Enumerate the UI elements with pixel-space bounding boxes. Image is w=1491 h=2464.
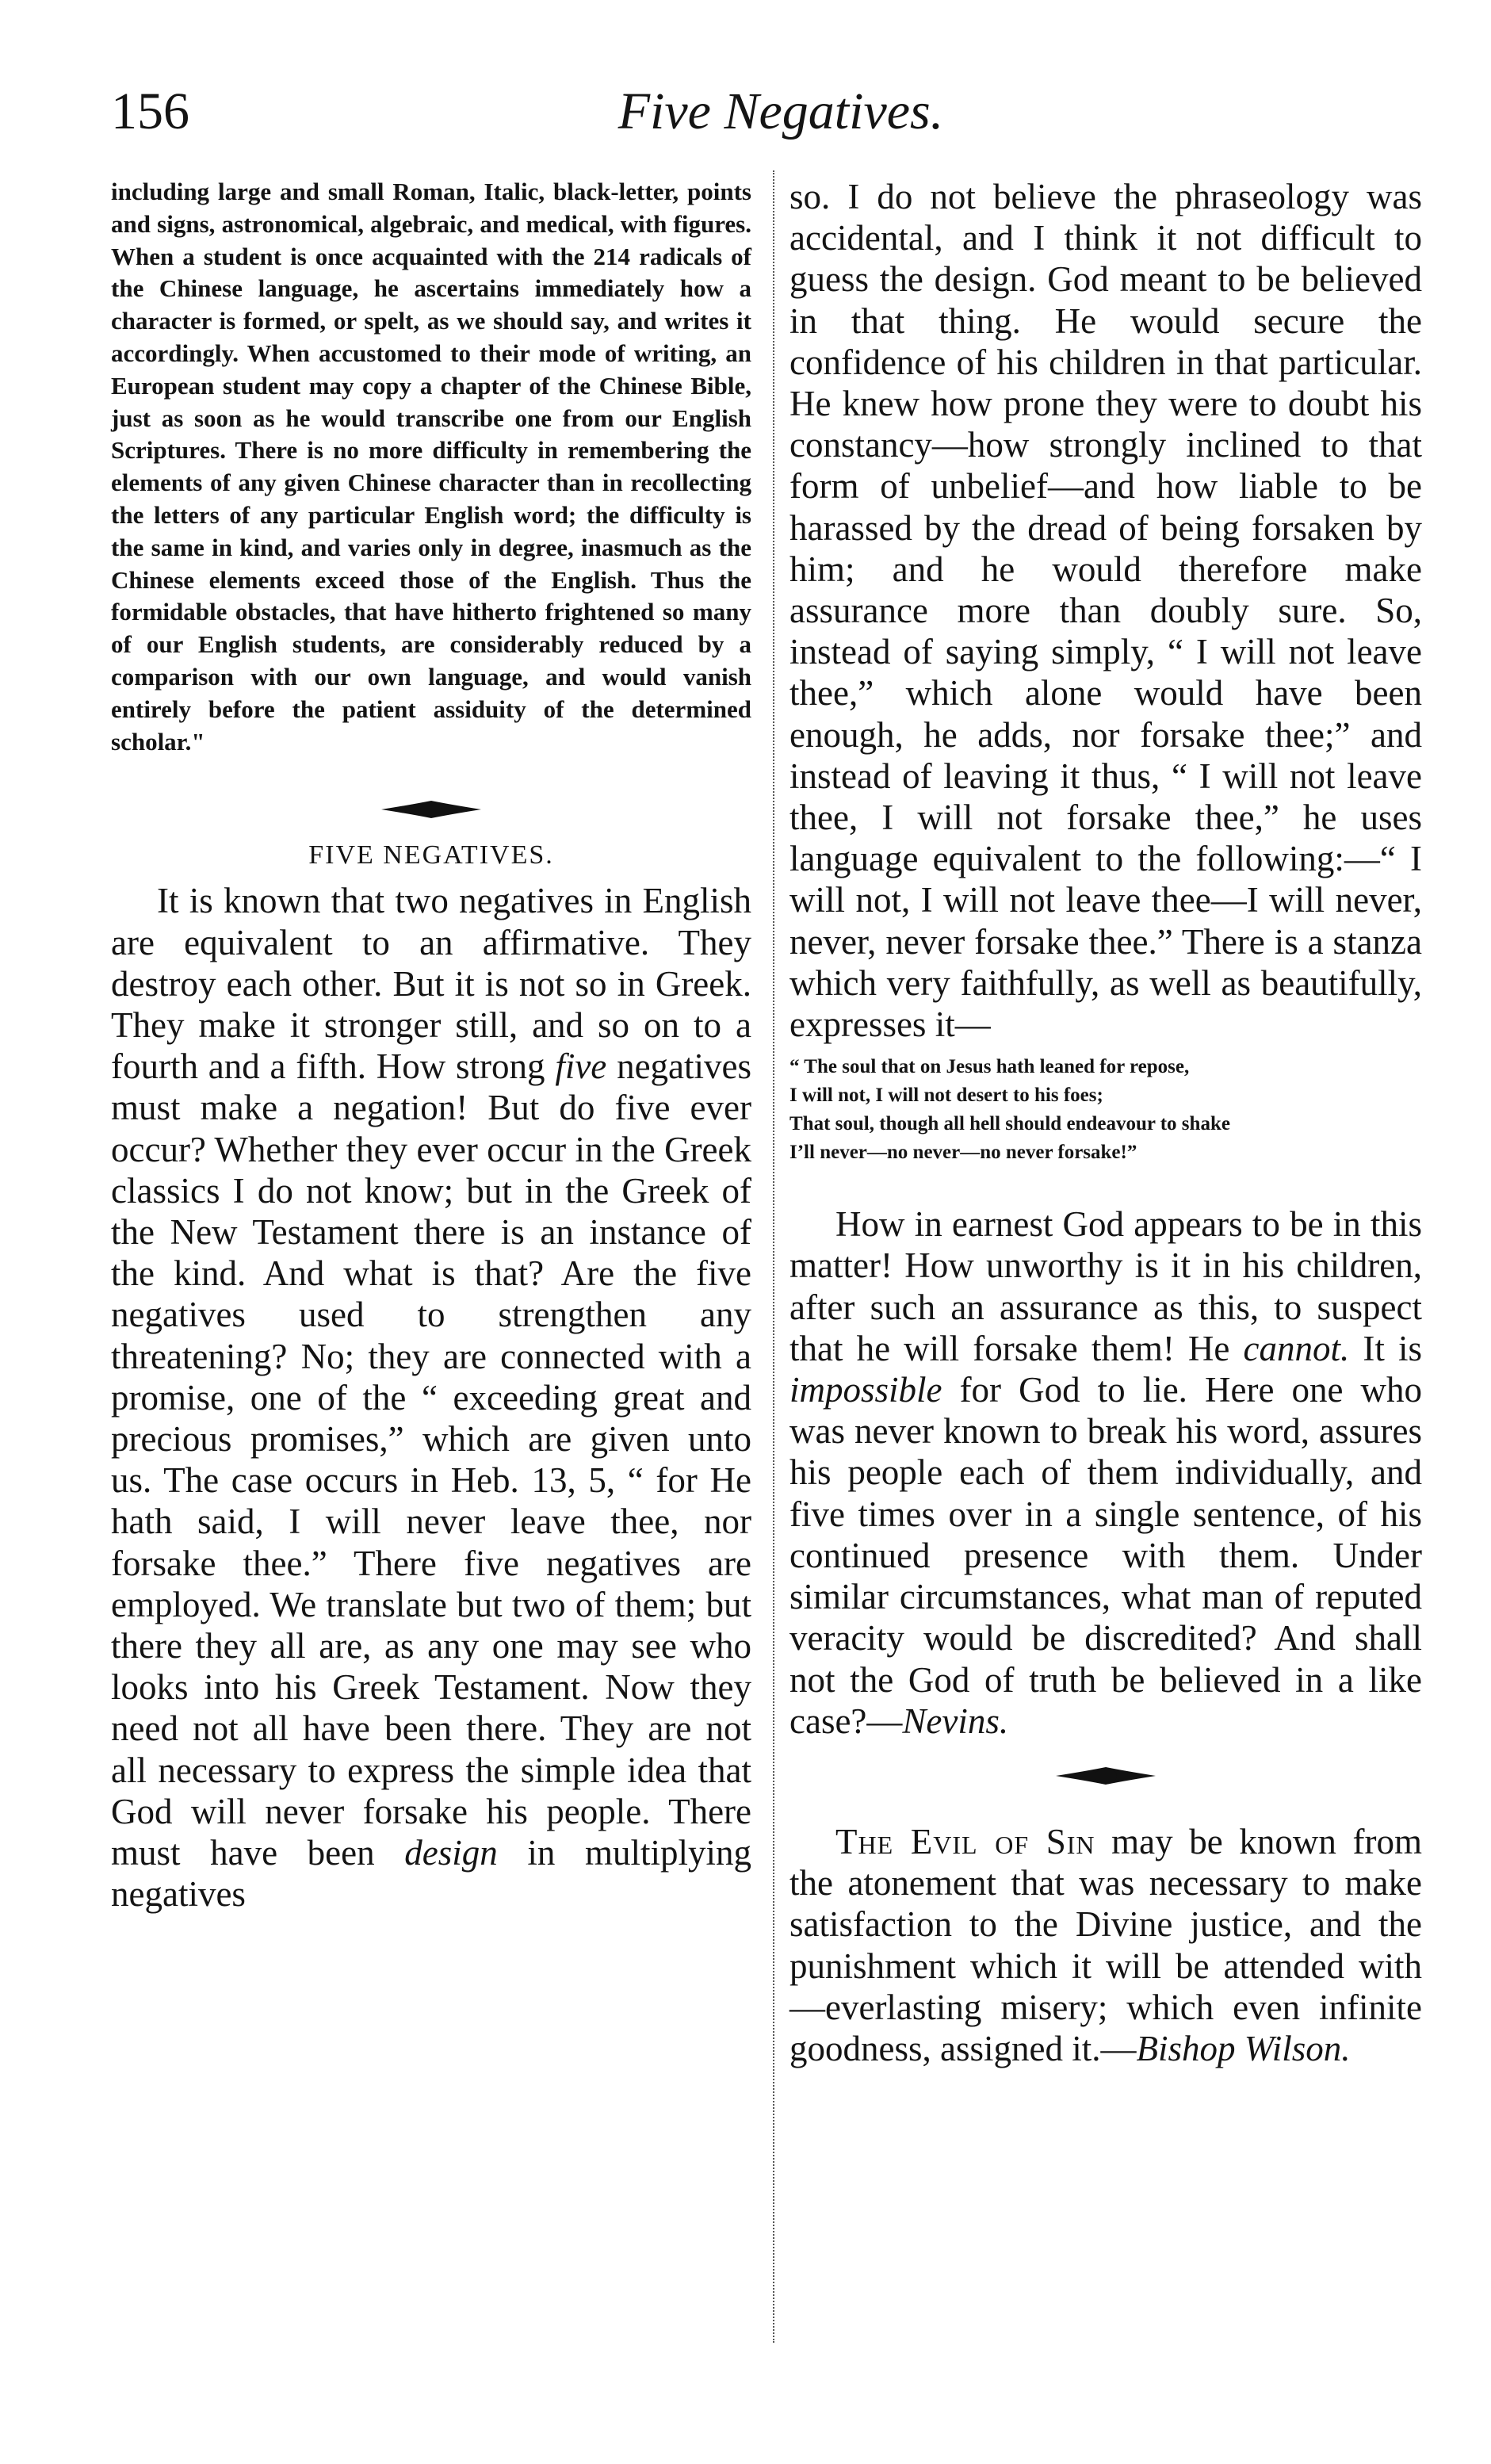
chinese-language-continuation: including large and small Roman, Italic, black-letter, points and signs, astronomical, algebraic, and medical, with figures. When a student is once acquainted with the 214 radicals of the Chinese language, he ascertains immediately how a character is formed, or spelt, as we should say, and writes it accordingly. When accustomed to their mode of writing, an European student may copy a chapter of the Chinese Bible, just as soon as he would transcribe one from our English Scriptures. There is no more difficulty in remembering the elements of any given Chinese character than in recollecting the letters of any particular English word; the difficulty is the same in kind, and varies only in degree, inasmuch as the Chinese elements exceed those of the English. Thus the formidable obstacles, that have hitherto frightened so many of our English students, are considerably reduced by a comparison with our own language, and would vanish entirely before the patient assiduity of the determined scholar." <box>111 178 751 756</box>
page-number: 156 <box>111 82 189 140</box>
five-negatives-paragraph <box>111 880 751 1915</box>
emphasis-cannot: cannot. <box>1243 1328 1350 1368</box>
stanza-line: I’ll never—no never—no never forsake!” <box>789 1142 1137 1164</box>
evil-of-sin-body: may be known from the atonement that was necessary to make satisfaction to the Divine justice, and the punishment which it will be attended with—everlasting misery; which even infinite goodness, assigned it.— <box>789 1821 1422 2068</box>
column-divider <box>773 170 774 2343</box>
emphasis-impossible: impossible <box>789 1370 942 1410</box>
article-continuation: so. I do not believe the phraseology was accidental, and I think it not difficult to guess the design. God meant to be believed in that thing. He would secure the confidence of his children in that particular. He knew how prone they were to doubt his constancy—how strongly inclined to that form of unbelief—and how liable to be harassed by the dread of being forsaken by him; and he would therefore make assurance more than doubly sure. So, instead of saying simply, “ I will not leave thee,” which alone would have been enough, he adds, nor forsake thee;” and instead of leaving it thus, “ I will not leave thee, I will not forsake thee,” he uses language equivalent to the following:—“ I will not, I will not leave thee—I will never, never, never forsake thee.” There is a stanza which very faithfully, as well as beautifully, expresses it— <box>789 177 1422 1045</box>
attribution-bishop-wilson: Bishop Wilson. <box>1136 2028 1351 2068</box>
running-title: Five Negatives. <box>617 82 944 140</box>
hymn-stanza <box>789 1053 1422 1167</box>
article-text-2: negatives must make a negation! But do five ever occur? Whether they ever occur in the Greek classics I do not know; but in the Greek of the New Testament there is an instance of the kind. And what is that? Are the five negatives used to strengthen any threatening? No; they are connected with a promise, one of the “ exceeding great and precious promises,” which are given unto us. The case occurs in Heb. 13, 5, “ for He hath said, I will never leave thee, nor forsake thee.” There five negatives are employed. We translate but two of them; but there they all are, as any one may see who looks into his Greek Testament. Now they need not all have been there. They are not all necessary to express the simple idea that God will never forsake his people. There must have been <box>111 1046 751 1873</box>
stanza-line: That soul, though all hell should endeavour to shake <box>789 1113 1230 1135</box>
closing-paragraph <box>789 1203 1422 1742</box>
stanza-line: I will not, I will not desert to his foes; <box>789 1085 1103 1107</box>
running-header <box>111 76 1419 147</box>
article-text-3: in multiplying negatives <box>111 1833 751 1915</box>
rule-ornament-icon <box>380 796 483 823</box>
closing-text-a: How in earnest God appears to be in this matter! How unworthy is it in his children, after such an assurance as this, to suspect that he will forsake them! He <box>789 1204 1422 1368</box>
rule-ornament-icon <box>1054 1762 1157 1789</box>
closing-text-c: for God to lie. Here one who was never known to break his word, assures his people each of them individually, and five times over in a single sentence, of his continued presence with them. Under similar circumstances, what man of reputed veracity would be discredited? And shall not the God of truth be believed in a like case?— <box>789 1370 1422 1741</box>
article-emphasis-five: five <box>555 1046 607 1087</box>
closing-text-b: It is <box>1349 1328 1422 1368</box>
left-column <box>111 176 751 1915</box>
stanza-line: “ The soul that on Jesus hath leaned for repose, <box>789 1056 1190 1078</box>
evil-of-sin-paragraph <box>789 1821 1422 2069</box>
section-heading: FIVE NEGATIVES. <box>308 840 554 870</box>
article-text-1: It is known that two negatives in English are equivalent to an affirmative. They destroy each other. But it is not so in Greek. They make it stronger still, and so on to a fourth and a fifth. How strong <box>111 881 751 1087</box>
attribution-nevins: Nevins. <box>902 1701 1009 1741</box>
evil-of-sin-lead: The Evil of Sin <box>835 1821 1095 1861</box>
article-emphasis-design: design <box>404 1833 498 1873</box>
right-column <box>789 176 1422 2069</box>
